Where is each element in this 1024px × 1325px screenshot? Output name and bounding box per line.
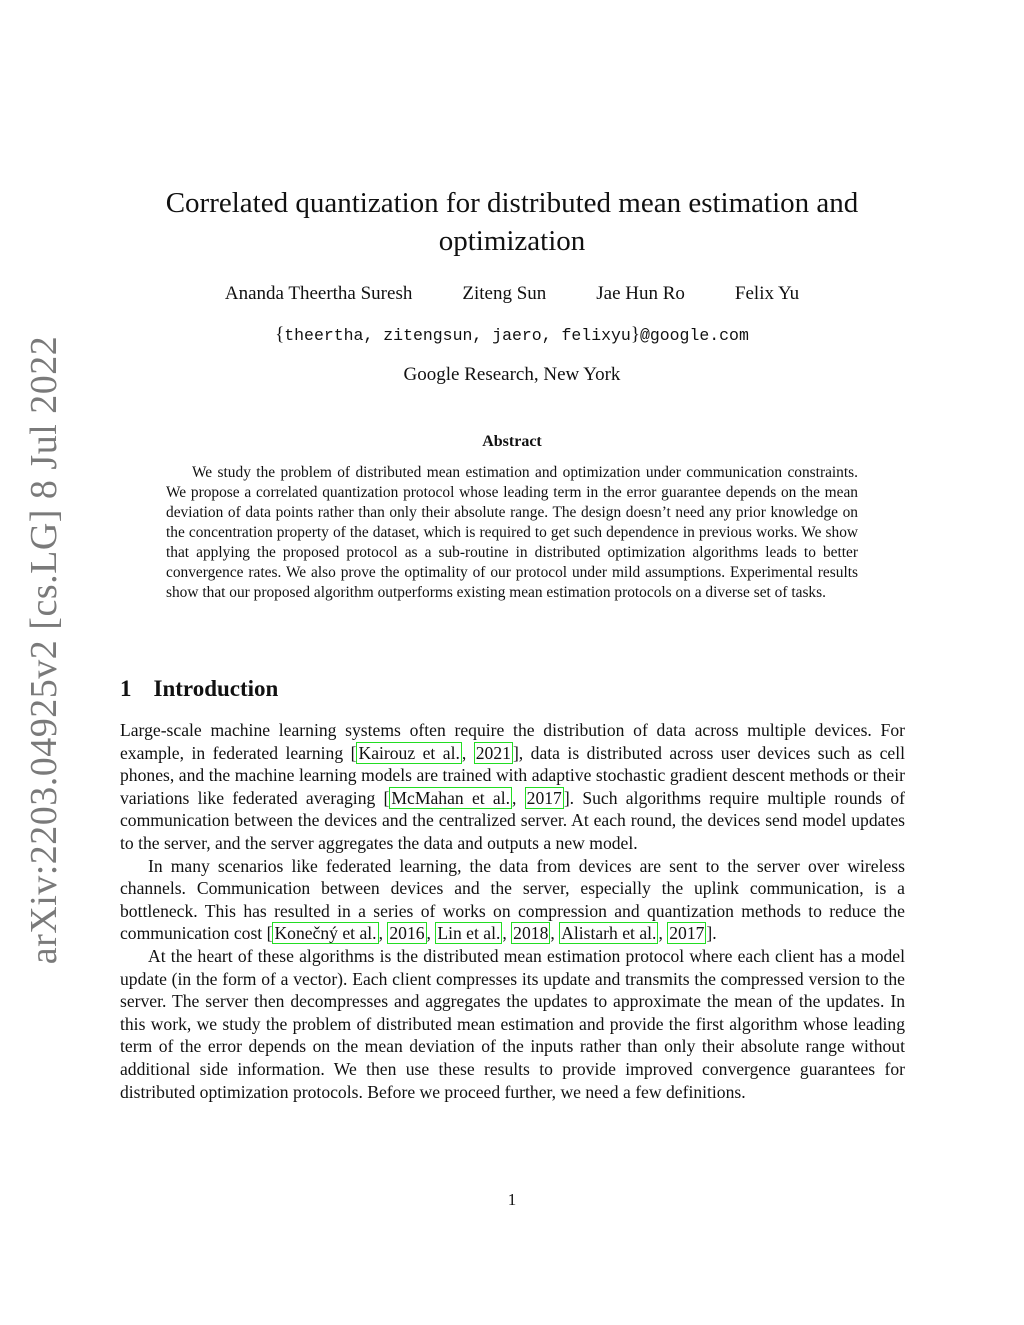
- arxiv-identifier: arXiv:2203.04925v2 [cs.LG] 8 Jul 2022: [23, 335, 65, 965]
- citation-link[interactable]: Kairouz et al.: [358, 742, 460, 763]
- section-title: Introduction: [153, 676, 279, 701]
- paper-title: Correlated quantization for distributed mean estimation and optimization: [165, 187, 859, 257]
- citation-link[interactable]: 2016: [389, 923, 425, 944]
- paragraph: At the heart of these algorithms is the distributed mean estimation protocol where each client has a model update (in the form of a vector). Each client compresses its update and transmits the compressed version to the server. The server then decompresses and aggregates the updates to approximate the mean of the updates. In this work, we study the problem of distributed mean estimation and provide the first algorithm whose leading term of the error depends on the mean deviation of the inputs rather than only their absolute range without additional side information. We then use these results to provide improved convergence guarantees for distributed optimization protocols. Before we proceed further, we need a few definitions.: [120, 945, 905, 1102]
- affiliation: Google Research, New York: [403, 364, 621, 385]
- citation-link[interactable]: Lin et al.: [437, 923, 501, 944]
- author-name: Ananda Theertha Suresh: [224, 283, 413, 304]
- abstract-heading: Abstract: [482, 433, 542, 450]
- section-number: 1: [120, 676, 132, 701]
- paragraph: Large-scale machine learning systems often require the distribution of data across multiple devices. For example, in federated learning [ Kairouz et al. , 2021 ], data is distributed across user devices such as cell phones, and the machine learning models are trained with adaptive stochastic gradient descent methods or their variations like federated averaging [ McMahan et al. , 2017 ]. Such algorithms require multiple rounds of communication between the devices and the centralized server. At each round, the devices send model updates to the server, and the server aggregates the data and outputs a new model.: [120, 720, 905, 853]
- author-name: Ziteng Sun: [462, 283, 547, 304]
- section-heading: [120, 676, 278, 702]
- page-number: 1: [507, 1190, 517, 1209]
- citation-link[interactable]: 2017: [669, 923, 705, 944]
- citation-link[interactable]: Konečný et al.: [274, 923, 377, 944]
- author-name: Felix Yu: [734, 283, 800, 304]
- citation-link[interactable]: 2017: [526, 787, 562, 808]
- author-list: [150, 283, 874, 305]
- citation-link[interactable]: McMahan et al.: [391, 787, 510, 808]
- citation-link[interactable]: 2021: [475, 742, 511, 763]
- citation-link[interactable]: Alistarh et al.: [561, 923, 657, 944]
- introduction-body: [120, 719, 905, 1103]
- author-emails: {theertha, zitengsun, jaero, felixyu}@google.com: [275, 324, 749, 345]
- paragraph: In many scenarios like federated learning, the data from devices are sent to the server over wireless channels. Communication between devices and the server, especially the uplink communication, is a bottleneck. This has resulted in a series of works on compression and quantization methods to reduce the communication cost [ Konečný et al. , 2016 , Lin et al. , 2018 , Alistarh et al. , 2017 ].: [120, 855, 905, 944]
- citation-link[interactable]: 2018: [513, 923, 549, 944]
- author-name: Jae Hun Ro: [596, 283, 685, 304]
- abstract-text: We study the problem of distributed mean estimation and optimization under communication constraints. We propose a correlated quantization protocol whose leading term in the error guarantee depends on the mean deviation of data points rather than only their absolute range. The design doesn’t need any prior knowledge on the concentration property of the dataset, which is required to get such dependence in previous works. We show that applying the proposed protocol as a sub-routine in distributed optimization algorithms leads to better convergence rates. We also prove the optimality of our protocol under mild assumptions. Experimental results show that our proposed algorithm outperforms existing mean estimation protocols on a diverse set of tasks.: [166, 464, 858, 601]
